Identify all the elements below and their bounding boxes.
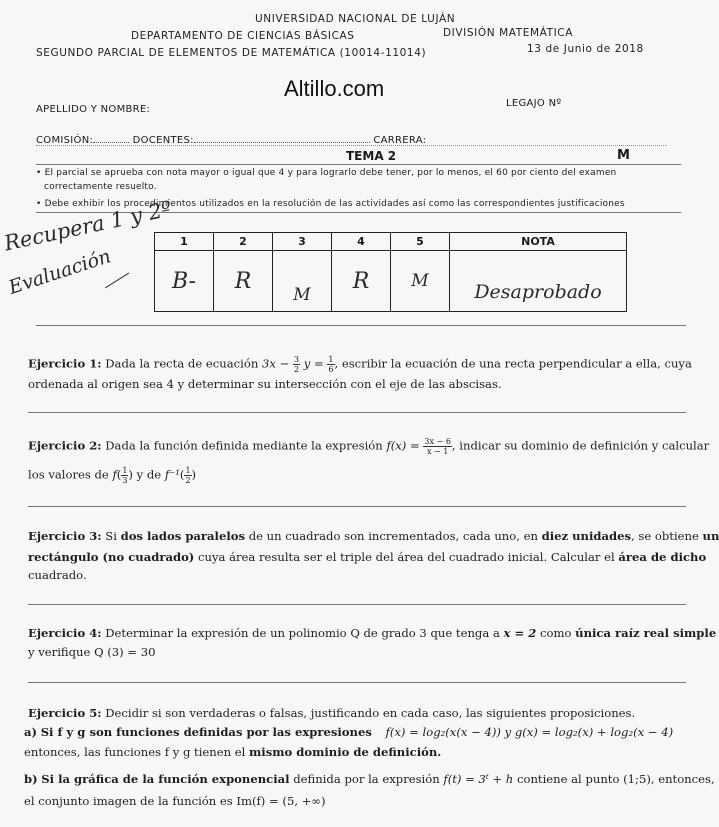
grade-header-4: 4 [332,233,391,251]
grade-value-4: R [332,251,391,312]
exercise-5-intro: Ejercicio 5: Decidir si son verdaderas o falsas, justificando en cada caso, las siguientes proposiciones. [28,706,636,720]
legajo-label: LEGAJO Nº [506,98,562,109]
grade-value-3: M [273,251,332,312]
exercise-2-text: Dada la función definida mediante la expresión [105,438,383,453]
grade-header-5: 5 [391,233,450,251]
exercise-1-frac-b: $\frac{1}{6}$ [328,355,334,374]
exercise-2-fx: f(x) = [386,438,424,453]
exercise-5-a-line-2: entonces, las funciones f y g tienen el mismo dominio de definición. [24,745,442,759]
comision-label: COMISIÓN: [36,135,94,146]
exercise-1-line-2: ordenada al origen sea 4 y determinar su intersección con el eje de las abscisas. [28,377,502,391]
exercise-1-frac-a: $\frac{3}{2}$ [293,355,300,374]
exercise-5-a-line-1: a) Si f y g son funciones definidas por las expresiones f(x) = log₂(x(x − 4)) y g(x) = log₂(x) + log₂(x − 4) [24,725,674,739]
exercise-2-text-c: los valores de [28,467,109,482]
department-name: DEPARTAMENTO DE CIENCIAS BÁSICAS [131,30,355,42]
tema-label: TEMA 2 [346,149,397,163]
exercise-4-label: Ejercicio 4: [28,626,102,640]
exercise-1-text: Dada la recta de ecuación [105,356,259,371]
exercise-1-equation-mid: y = [303,356,328,371]
docentes-label: DOCENTES: [132,135,194,146]
watermark: Altillo.com [284,76,385,101]
note-1-cont: correctamente resuelto. [44,182,157,192]
note-2: • Debe exhibir los procedimientos utilizados en la resolución de las actividades así como las correspondientes justificaciones [36,199,625,209]
exercise-1-equation: 3x − [261,356,293,371]
grade-value-1: B- [155,251,214,312]
exercise-3-line-3: cuadrado. [28,568,87,582]
exercise-2-line-2: los valores de f( $\frac{1}{3}$ ) y de f⁻¹( $\frac{1}{2}$ ) [28,466,197,485]
exercise-3-line-1: Ejercicio 3: Si dos lados paralelos de un cuadrado son incrementados, cada uno, en diez unidades, se obtiene un [28,529,719,543]
grade-value-5: M [391,251,450,312]
handwritten-recupera: Recupera 1 y 2º [2,196,174,256]
exercise-2-label: Ejercicio 2: [28,438,102,453]
exercise-2-text-b: , indicar su dominio de definición y calcular [451,438,710,453]
grade-header-2: 2 [214,233,273,251]
exercise-5-label: Ejercicio 5: [28,706,102,720]
exercise-5-b-line-2: el conjunto imagen de la función es Im(f) = (5, +∞) [24,794,326,808]
exercise-2-text-d: y de [136,467,162,482]
university-name: UNIVERSIDAD NACIONAL DE LUJÁN [255,13,456,25]
exercise-4-line-2: y verifique Q (3) = 30 [28,645,156,659]
grade-header-nota: NOTA [450,233,627,251]
exercise-2-line-1 [28,437,709,456]
grade-value-2: R [214,251,273,312]
exercise-2-finv: f⁻¹ [164,467,180,482]
grade-value-nota: Desaprobado [450,251,627,312]
exercise-5-b-line-1: b) Si la gráfica de la función exponencial definida por la expresión f(t) = 3ᵗ + h contiene al punto (1;5), entonces, [24,772,715,786]
handwritten-evaluacion: Evaluación [6,245,114,299]
apellido-label: APELLIDO Y NOMBRE: [36,104,151,115]
exercise-1-label: Ejercicio 1: [28,356,102,371]
handwritten-stroke [105,273,129,289]
tema-mark: M [617,148,630,163]
exercise-2-f-arg: $\frac{1}{3}$ [122,466,128,485]
exercise-3-line-2: rectángulo (no cuadrado) cuya área resulta ser el triple del área del cuadrado inicial. Calcular el área de dicho [28,550,707,564]
exercise-1-line-1 [28,355,692,374]
exercise-2-f: f [112,467,117,482]
note-1: • El parcial se aprueba con nota mayor o igual que 4 y para lograrlo debe tener, por lo menos, el 60 por ciento del examen [36,168,617,178]
grades-table [154,232,627,312]
exercise-3-label: Ejercicio 3: [28,529,102,543]
exam-date: 13 de Junio de 2018 [527,43,644,55]
exercise-1-text-b: , escribir la ecuación de una recta perpendicular a ella, cuya [334,356,692,371]
grade-header-1: 1 [155,233,214,251]
grade-header-3: 3 [273,233,332,251]
exercise-2-finv-arg: $\frac{1}{2}$ [185,466,191,485]
exercise-2-fx-frac: $\frac{3x - 6}{x - 1}$ [424,437,451,456]
division-name: DIVISIÓN MATEMÁTICA [443,27,574,39]
apellido-field [36,104,150,115]
carrera-label: CARRERA: [373,135,427,146]
exam-title: SEGUNDO PARCIAL DE ELEMENTOS DE MATEMÁTICA (10014-11014) [36,47,427,59]
exercise-4-line-1: Ejercicio 4: Determinar la expresión de un polinomio Q de grado 3 que tenga a x = 2 como única raíz real simple [28,626,717,640]
